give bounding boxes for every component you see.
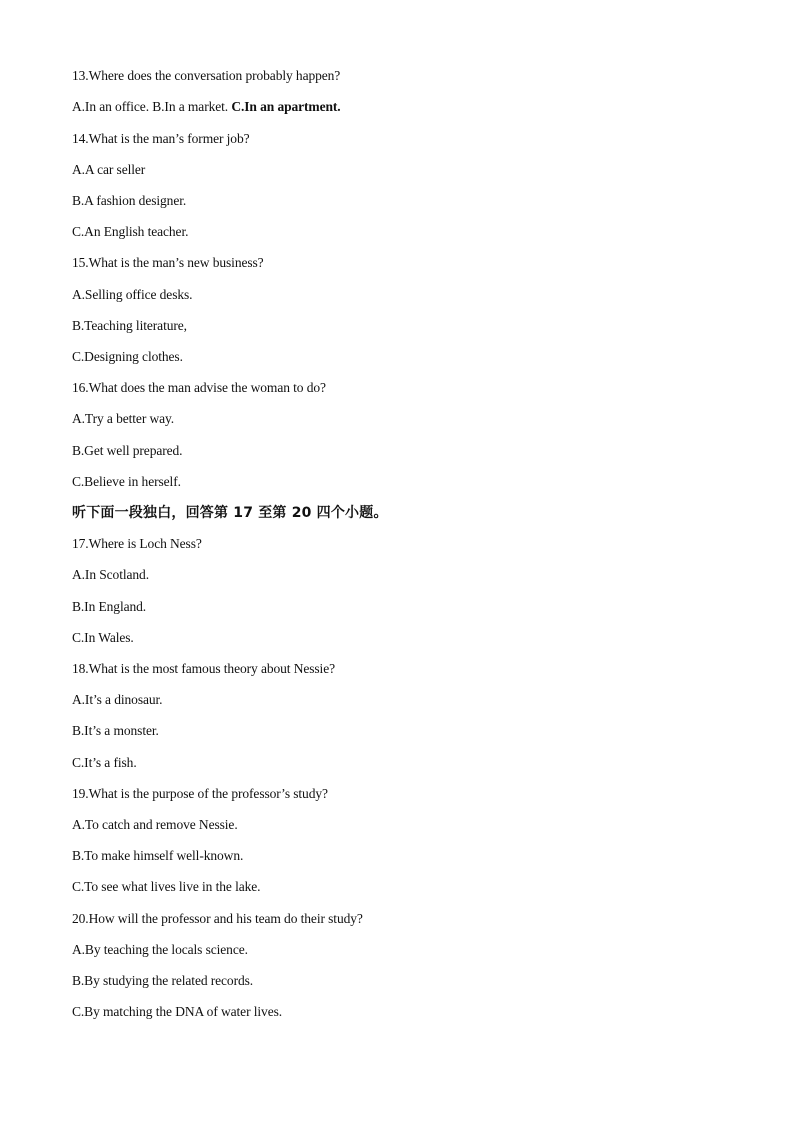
question-17-option-b: B.In England. (72, 599, 147, 614)
question-18-option-a: A.It’s a dinosaur. (72, 692, 163, 707)
question-19: 19.What is the purpose of the professor’s study? (72, 786, 328, 801)
question-15-option-a: A.Selling office desks. (72, 287, 193, 302)
question-15: 15.What is the man’s new business? (72, 255, 264, 270)
question-19-option-a: A.To catch and remove Nessie. (72, 817, 238, 832)
question-15-option-b: B.Teaching literature, (72, 318, 187, 333)
question-17-option-c: C.In Wales. (72, 630, 134, 645)
question-17: 17.Where is Loch Ness? (72, 536, 202, 551)
question-13-options (72, 99, 341, 115)
question-19-option-b: B.To make himself well-known. (72, 848, 244, 863)
question-14-option-a: A.A car seller (72, 162, 146, 177)
question-20-option-b: B.By studying the related records. (72, 973, 254, 988)
question-18-option-c: C.It’s a fish. (72, 755, 137, 770)
question-14-option-b: B.A fashion designer. (72, 193, 187, 208)
question-14: 14.What is the man’s former job? (72, 131, 250, 146)
question-16-option-b: B.Get well prepared. (72, 443, 183, 458)
question-19-option-c: C.To see what lives live in the lake. (72, 879, 261, 894)
question-13: 13.Where does the conversation probably happen? (72, 68, 341, 83)
question-20-option-a: A.By teaching the locals science. (72, 942, 248, 957)
question-16-option-a: A.Try a better way. (72, 411, 175, 426)
question-16: 16.What does the man advise the woman to do? (72, 380, 326, 395)
question-17-option-a: A.In Scotland. (72, 567, 149, 582)
question-15-option-c: C.Designing clothes. (72, 349, 183, 364)
question-13-answer: C.In an apartment. (231, 99, 341, 114)
section-heading: 听下面一段独白，回答第 17 至第 20 四个小题。 (72, 505, 388, 521)
question-14-option-c: C.An English teacher. (72, 224, 189, 239)
question-16-option-c: C.Believe in herself. (72, 474, 181, 489)
question-20-option-c: C.By matching the DNA of water lives. (72, 1004, 283, 1019)
question-13-options-plain: A.In an office. B.In a market. (72, 99, 232, 114)
question-20: 20.How will the professor and his team do their study? (72, 911, 363, 926)
question-18-option-b: B.It’s a monster. (72, 723, 159, 738)
question-18: 18.What is the most famous theory about Nessie? (72, 661, 335, 676)
